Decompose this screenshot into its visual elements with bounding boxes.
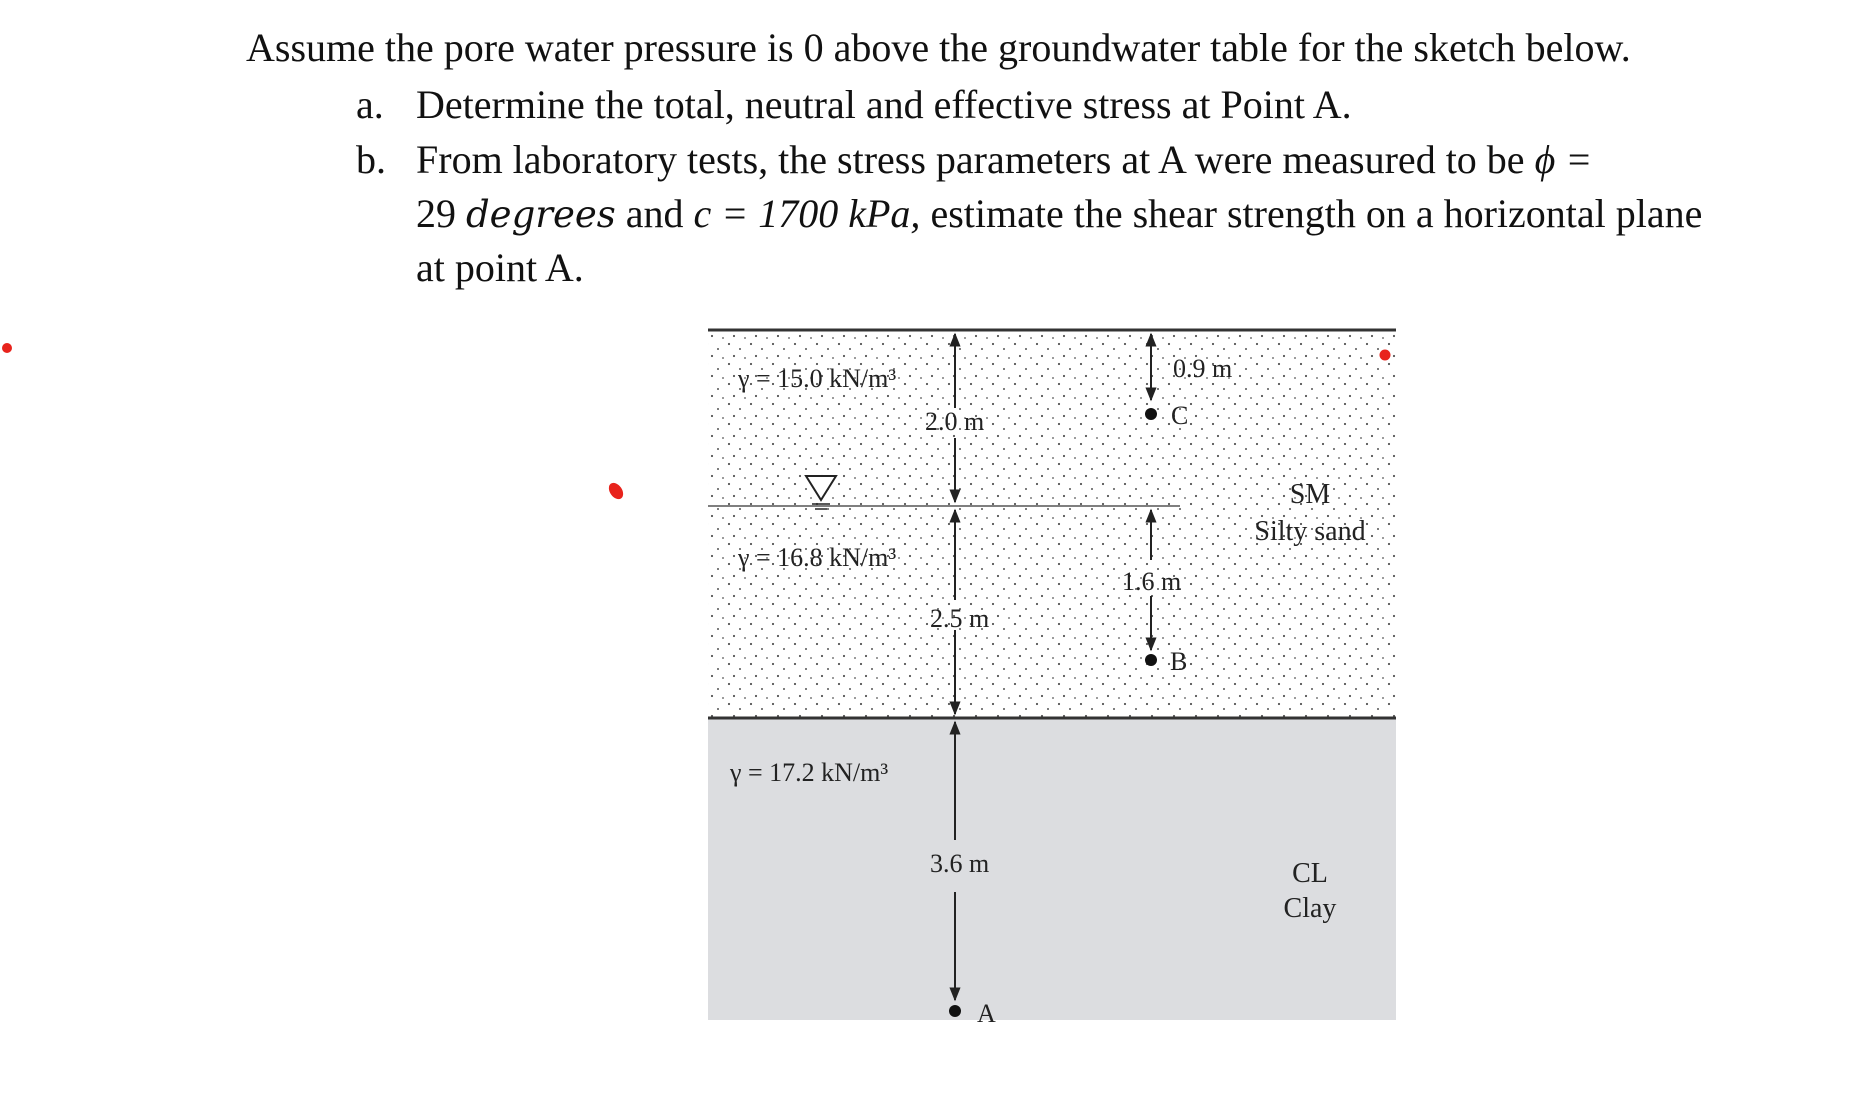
point-c-label: C bbox=[1171, 401, 1189, 430]
soil-sm-code: SM bbox=[1289, 479, 1331, 510]
dim-label-point-c: 0.9 m bbox=[1173, 354, 1233, 383]
question-a-marker: a. bbox=[356, 82, 384, 127]
question-b-text-3: at point A. bbox=[416, 245, 584, 290]
dim-label-layer2: 2.5 m bbox=[930, 604, 990, 633]
layer1-unit-weight: γ = 15.0 kN/m³ bbox=[738, 364, 897, 393]
question-b-marker: b. bbox=[356, 137, 386, 182]
question-b-text-1: From laboratory tests, the stress parameters at A were measured to be bbox=[416, 137, 1525, 182]
cohesion-value: c = 1700 kPa, bbox=[693, 191, 921, 236]
soil-cl-code: CL bbox=[1292, 858, 1328, 889]
point-b-label: B bbox=[1170, 647, 1188, 676]
dim-label-layer1: 2.0 m bbox=[925, 407, 985, 436]
soil-cl-name: Clay bbox=[1283, 893, 1337, 924]
point-b-marker bbox=[1145, 654, 1157, 666]
soil-sm-name: Silty sand bbox=[1254, 516, 1366, 547]
question-b-text-2: estimate the shear strength on a horizontal plane bbox=[930, 191, 1703, 236]
red-annotation-dot-left bbox=[2, 343, 12, 353]
friction-angle-value: 29 bbox=[416, 191, 456, 236]
red-annotation-dot-right bbox=[1380, 350, 1391, 361]
problem-intro: Assume the pore water pressure is 0 above the groundwater table for the sketch below. bbox=[246, 25, 1631, 70]
friction-angle-unit: degrees bbox=[466, 193, 616, 236]
point-a-marker bbox=[949, 1005, 961, 1017]
layer2-unit-weight: γ = 16.8 kN/m³ bbox=[738, 543, 897, 572]
point-a-label: A bbox=[977, 999, 996, 1028]
layer3-unit-weight: γ = 17.2 kN/m³ bbox=[730, 758, 889, 787]
question-a-text: Determine the total, neutral and effective stress at Point A. bbox=[416, 82, 1352, 127]
dim-label-point-b: 1.6 m bbox=[1122, 567, 1182, 596]
point-c-marker bbox=[1145, 408, 1157, 420]
and-word: and bbox=[625, 191, 684, 236]
dim-label-layer3: 3.6 m bbox=[930, 849, 990, 878]
phi-symbol: ϕ = bbox=[1534, 137, 1593, 182]
red-annotation-mark-middle bbox=[606, 480, 626, 502]
